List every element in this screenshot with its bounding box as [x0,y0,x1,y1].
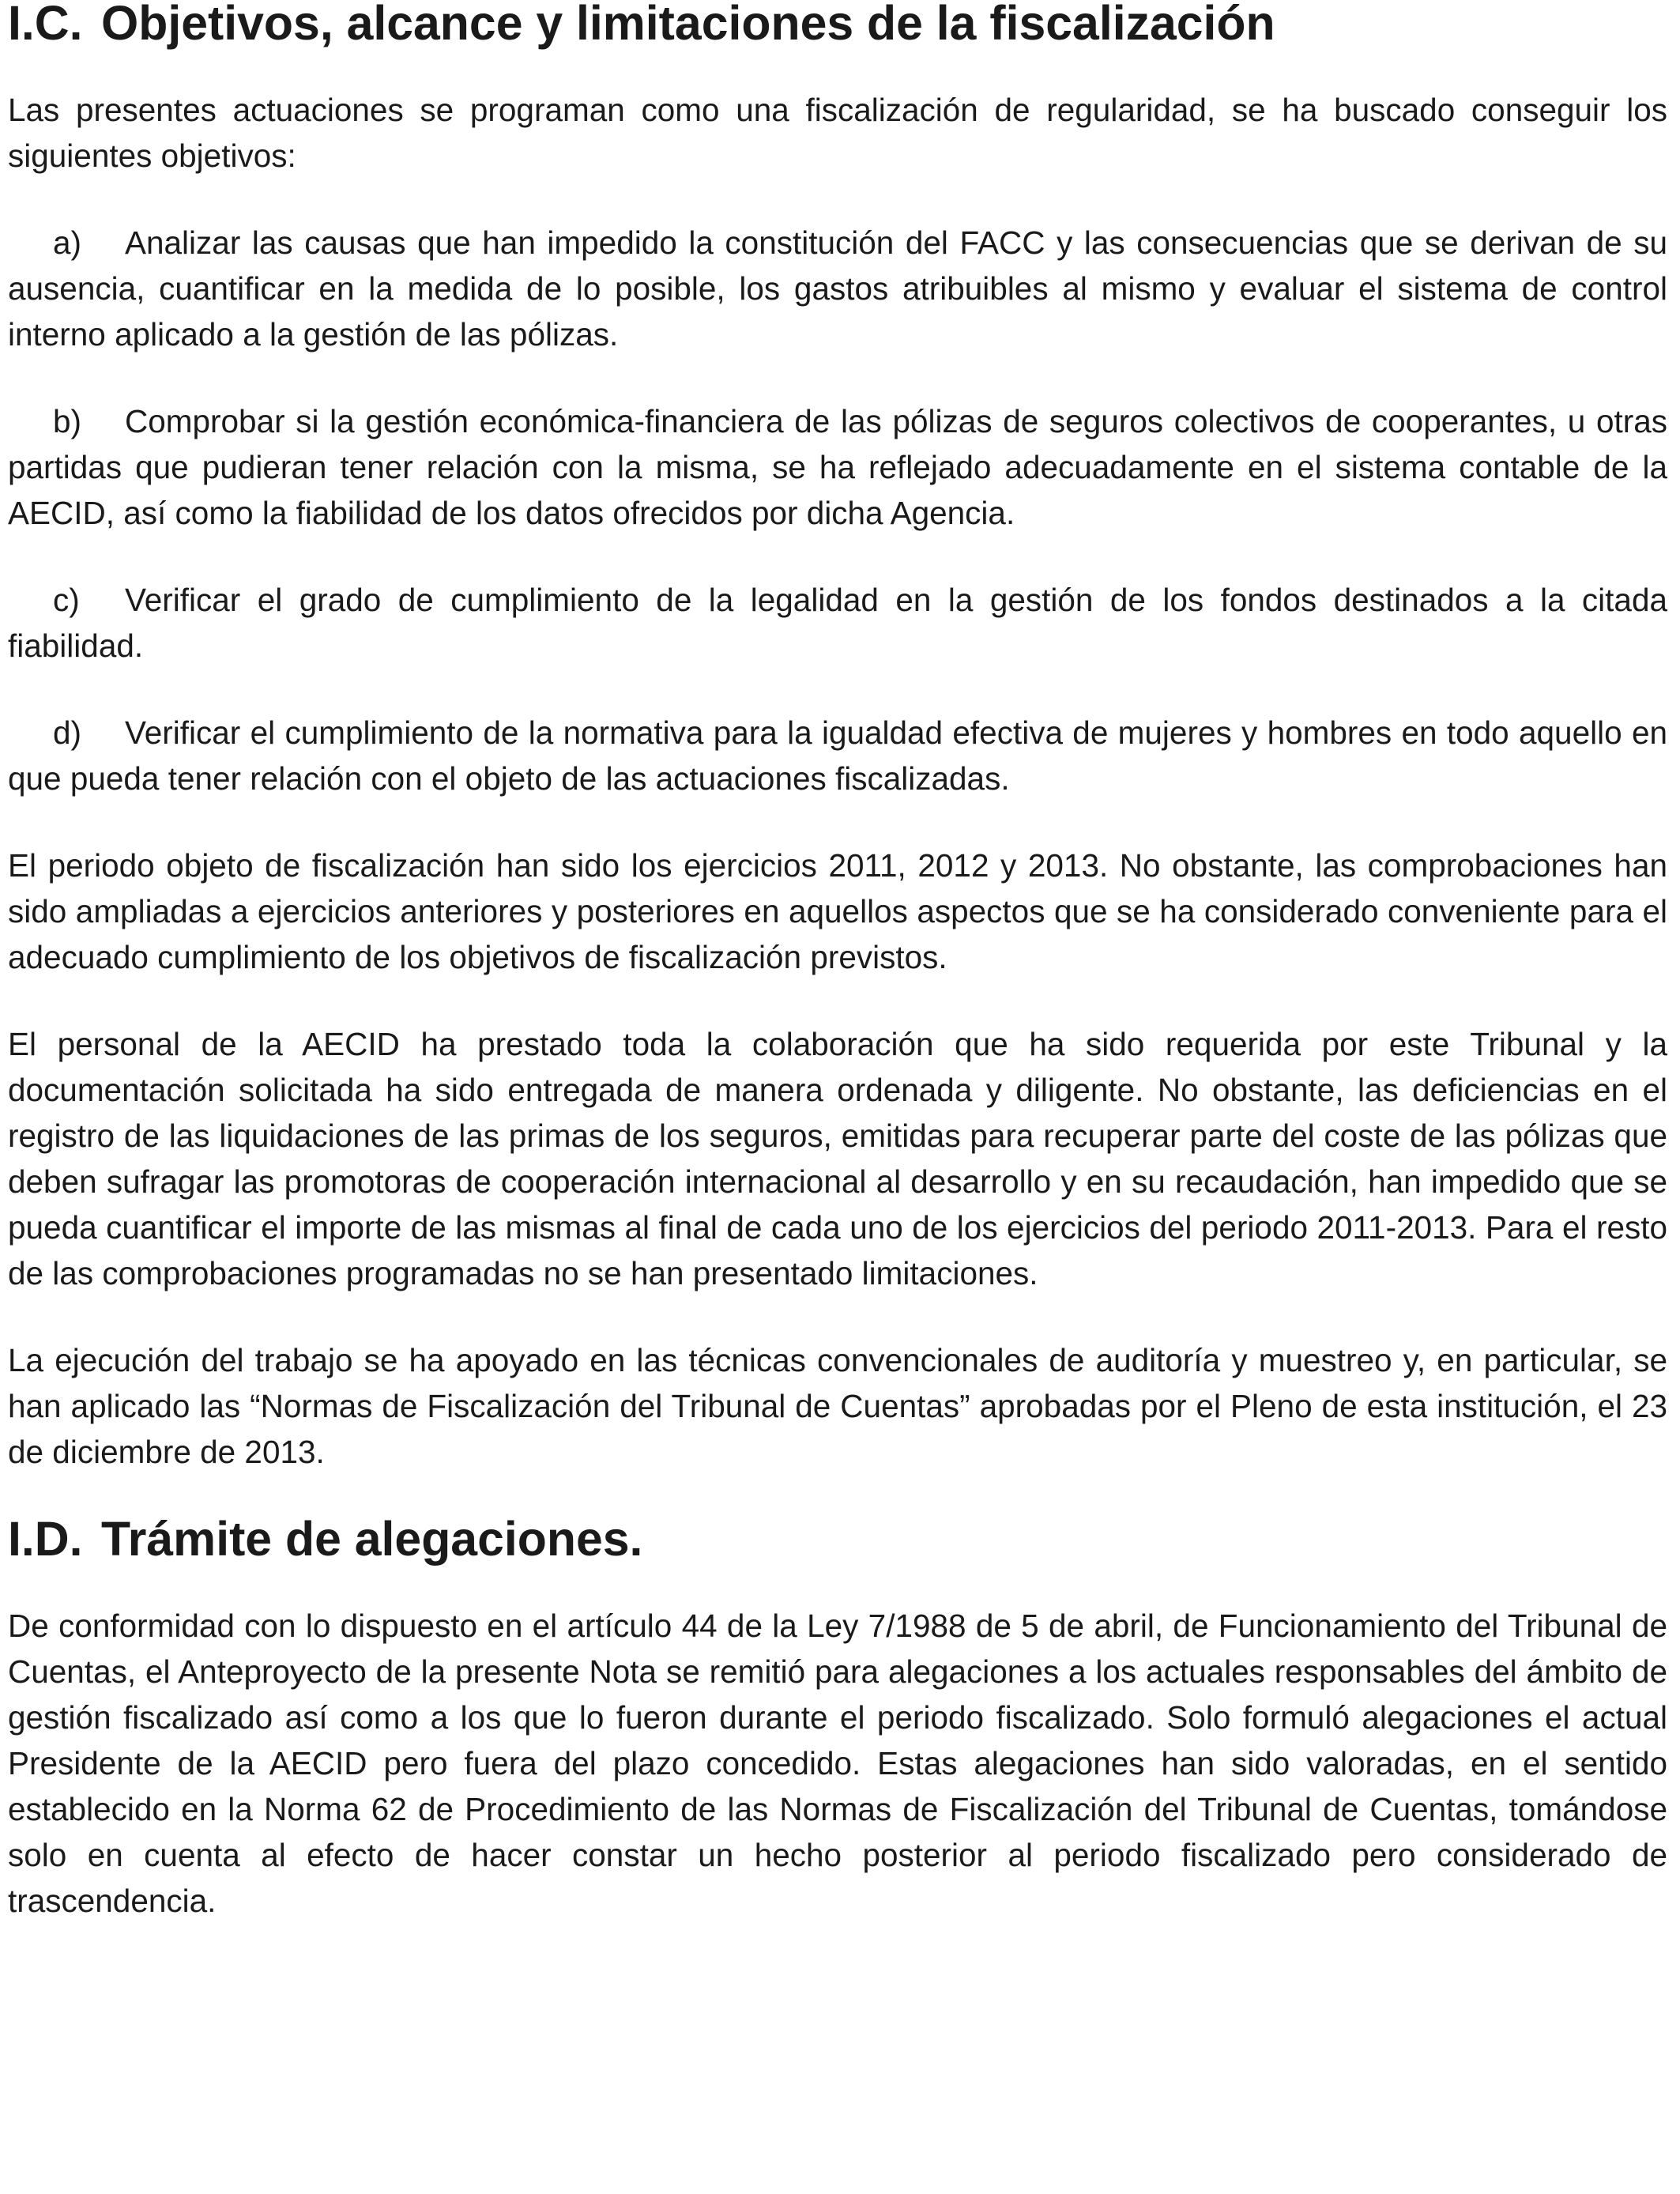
objective-text: Comprobar si la gestión económica-financiera de las pólizas de seguros colectivos de cooperantes, u otras partidas que pudieran tener relación con la misma, se ha reflejado adecuadamente en el sistema contable de la AECID, así como la fiabilidad de los datos ofrecidos por dicha Agencia. [8,403,1667,531]
methodology-paragraph: La ejecución del trabajo se ha apoyado en las técnicas convencionales de auditoría y muestreo y, en particular, se han aplicado las “Normas de Fiscalización del Tribunal de Cuentas” aprobadas por el Pleno de esta institución, el 23 de diciembre de 2013. [8,1342,1667,1470]
section-heading-id [8,1512,1667,1566]
limitations-paragraph: El personal de la AECID ha prestado toda la colaboración que ha sido requerida por este Tribunal y la documentación solicitada ha sido entregada de manera ordenada y diligente. No obstante, las deficiencias en el registro de las liquidaciones de las primas de los seguros, emitidas para recuperar parte del coste de las pólizas que deben sufragar las promotoras de cooperación internacional al desarrollo y en su recaudación, han impedido que se pueda cuantificar el importe de las mismas al final de cada uno de los ejercicios del periodo 2011-2013. Para el resto de las comprobaciones programadas no se han presentado limitaciones. [8,1026,1667,1291]
scope-paragraph: El periodo objeto de fiscalización han sido los ejercicios 2011, 2012 y 2013. No obstante, las comprobaciones han sido ampliadas a ejercicios anteriores y posteriores en aquellos aspectos que se ha considerado conveniente para el adecuado cumplimiento de los objetivos de fiscalización previstos. [8,847,1667,975]
document-page [8,0,1667,1924]
allegations-paragraph: De conformidad con lo dispuesto en el artículo 44 de la Ley 7/1988 de 5 de abril, de Funcionamiento del Tribunal de Cuentas, el Anteproyecto de la presente Nota se remitió para alegaciones a los actuales responsables del ámbito de gestión fiscalizado así como a los que lo fueron durante el periodo fiscalizado. Solo formuló alegaciones el actual Presidente de la AECID pero fuera del plazo concedido. Estas alegaciones han sido valoradas, en el sentido establecido en la Norma 62 de Procedimiento de las Normas de Fiscalización del Tribunal de Cuentas, tomándose solo en cuenta al efecto de hacer constar un hecho posterior al periodo fiscalizado pero considerado de trascendencia. [8,1608,1667,1919]
objective-text: Verificar el cumplimiento de la normativa para la igualdad efectiva de mujeres y hombres en todo aquello en que pueda tener relación con el objeto de las actuaciones fiscalizadas. [8,714,1667,797]
objective-item-d [8,710,1667,801]
objective-item-b [8,398,1667,536]
section-number: I.C. [8,0,83,50]
objective-letter: a) [53,224,82,261]
section-heading-ic [8,0,1667,50]
section-title: Trámite de alegaciones. [101,1512,643,1566]
section-title: Objetivos, alcance y limitaciones de la fiscalización [101,0,1275,50]
objective-item-a [8,220,1667,357]
objective-item-c [8,577,1667,669]
objective-text: Analizar las causas que han impedido la constitución del FACC y las consecuencias que se derivan de su ausencia, cuantificar en la medida de lo posible, los gastos atribuibles al mismo y evaluar el sistema de control interno aplicado a la gestión de las pólizas. [8,224,1667,352]
section-number: I.D. [8,1512,83,1566]
intro-paragraph: Las presentes actuaciones se programan como una fiscalización de regularidad, se ha buscado conseguir los siguientes objetivos: [8,92,1667,174]
objective-letter: d) [53,714,82,751]
objective-letter: b) [53,403,82,439]
objective-text: Verificar el grado de cumplimiento de la legalidad en la gestión de los fondos destinados a la citada fiabilidad. [8,582,1667,664]
objective-letter: c) [53,582,80,618]
